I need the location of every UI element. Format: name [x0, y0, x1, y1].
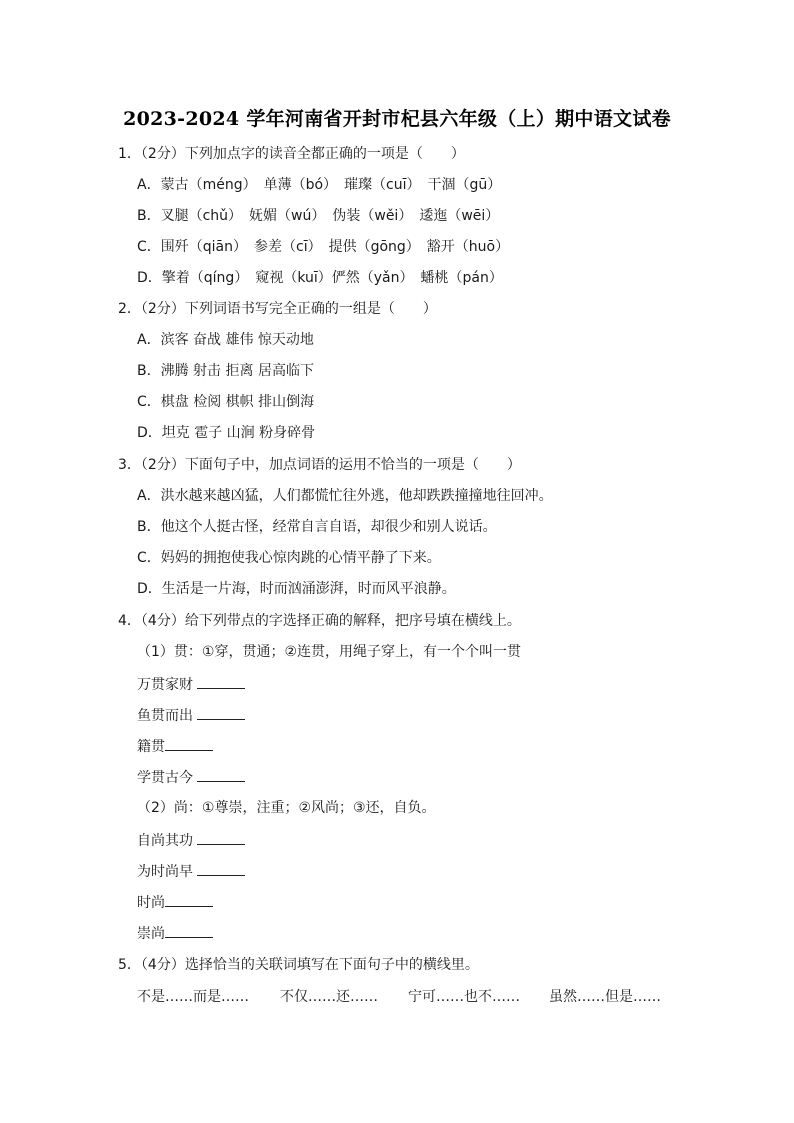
question-2-option-b: B．沸腾 射击 拒离 居高临下: [137, 363, 314, 379]
question-2-stem: 2．（2分）下列词语书写完全正确的一组是（ ）: [118, 301, 437, 317]
answer-blank[interactable]: [197, 705, 245, 720]
item-word: 时尚: [137, 895, 165, 911]
question-3-option-b: B．他这个人挺古怪，经常自言自语，却很少和别人说话。: [137, 519, 497, 535]
item-word: 籍贯: [137, 739, 165, 755]
question-1-option-a: A．蒙古（méng） 单薄（bó） 璀璨（cuī） 干涸（gū）: [137, 177, 502, 193]
answer-blank[interactable]: [165, 736, 213, 751]
answer-blank[interactable]: [165, 923, 213, 938]
answer-blank[interactable]: [197, 830, 245, 845]
question-2-option-d: D．坦克 雹子 山涧 粉身碎骨: [137, 425, 316, 441]
question-1-option-b: B．叉腿（chǔ） 妩媚（wú） 伪装（wěi） 逶迤（wēi）: [137, 208, 500, 224]
question-5-conjunction-2: 不仅……还……: [280, 989, 378, 1005]
question-3-option-c: C．妈妈的拥抱使我心惊肉跳的心情平静了下来。: [137, 550, 441, 566]
question-3-stem: 3．（2分）下面句子中，加点词语的运用不恰当的一项是（ ）: [118, 457, 521, 473]
question-1-stem: 1．（2分）下列加点字的读音全都正确的一项是（ ）: [118, 146, 465, 162]
item-word: 鱼贯而出: [137, 708, 193, 724]
question-4-part2-item-4: [137, 923, 213, 944]
answer-blank[interactable]: [197, 861, 245, 876]
question-4-part2-item-2: [137, 861, 245, 882]
question-4-part2-definition: （2）尚：①尊崇，注重；②风尚；③还，自负。: [137, 800, 436, 816]
question-4-part1-item-2: [137, 705, 245, 726]
question-2-option-a: A．滨客 奋战 雄伟 惊天动地: [137, 332, 314, 348]
question-4-part1-item-4: [137, 767, 245, 788]
question-4-part2-item-1: [137, 830, 245, 851]
question-5-conjunction-3: 宁可……也不……: [408, 989, 520, 1005]
item-word: 万贯家财: [137, 677, 193, 693]
question-4-part1-item-3: [137, 736, 213, 757]
question-4-part2-item-3: [137, 892, 213, 913]
question-5-stem: 5．（4分）选择恰当的关联词填写在下面句子中的横线里。: [118, 957, 479, 973]
question-3-option-a: A．洪水越来越凶猛，人们都慌忙往外逃，他却跌跌撞撞地往回冲。: [137, 488, 553, 504]
question-4-stem: 4．（4分）给下列带点的字选择正确的解释，把序号填在横线上。: [118, 613, 521, 629]
answer-blank[interactable]: [165, 892, 213, 907]
answer-blank[interactable]: [197, 767, 245, 782]
question-2-option-c: C．棋盘 检阅 棋帜 排山倒海: [137, 394, 315, 410]
question-3-option-d: D．生活是一片海，时而汹涌澎湃，时而风平浪静。: [137, 581, 456, 597]
question-5-conjunction-4: 虽然……但是……: [549, 989, 661, 1005]
question-4-part1-definition: （1）贯：①穿，贯通；②连贯，用绳子穿上，有一个个叫一贯: [137, 644, 522, 660]
item-word: 自尚其功: [137, 833, 193, 849]
answer-blank[interactable]: [197, 674, 245, 689]
item-word: 为时尚早: [137, 864, 193, 880]
question-5-conjunction-1: 不是……而是……: [137, 989, 249, 1005]
question-1-option-c: C．围歼（qiān） 参差（cī） 提供（gōng） 豁开（huō）: [137, 239, 510, 255]
item-word: 崇尚: [137, 926, 165, 942]
question-4-part1-item-1: [137, 674, 245, 695]
item-word: 学贯古今: [137, 770, 193, 786]
exam-title: 2023-2024 学年河南省开封市杞县六年级（上）期中语文试卷: [123, 108, 671, 130]
question-1-option-d: D．擎着（qíng） 窥视（kuī）俨然（yǎn） 蟠桃（pán）: [137, 270, 503, 286]
